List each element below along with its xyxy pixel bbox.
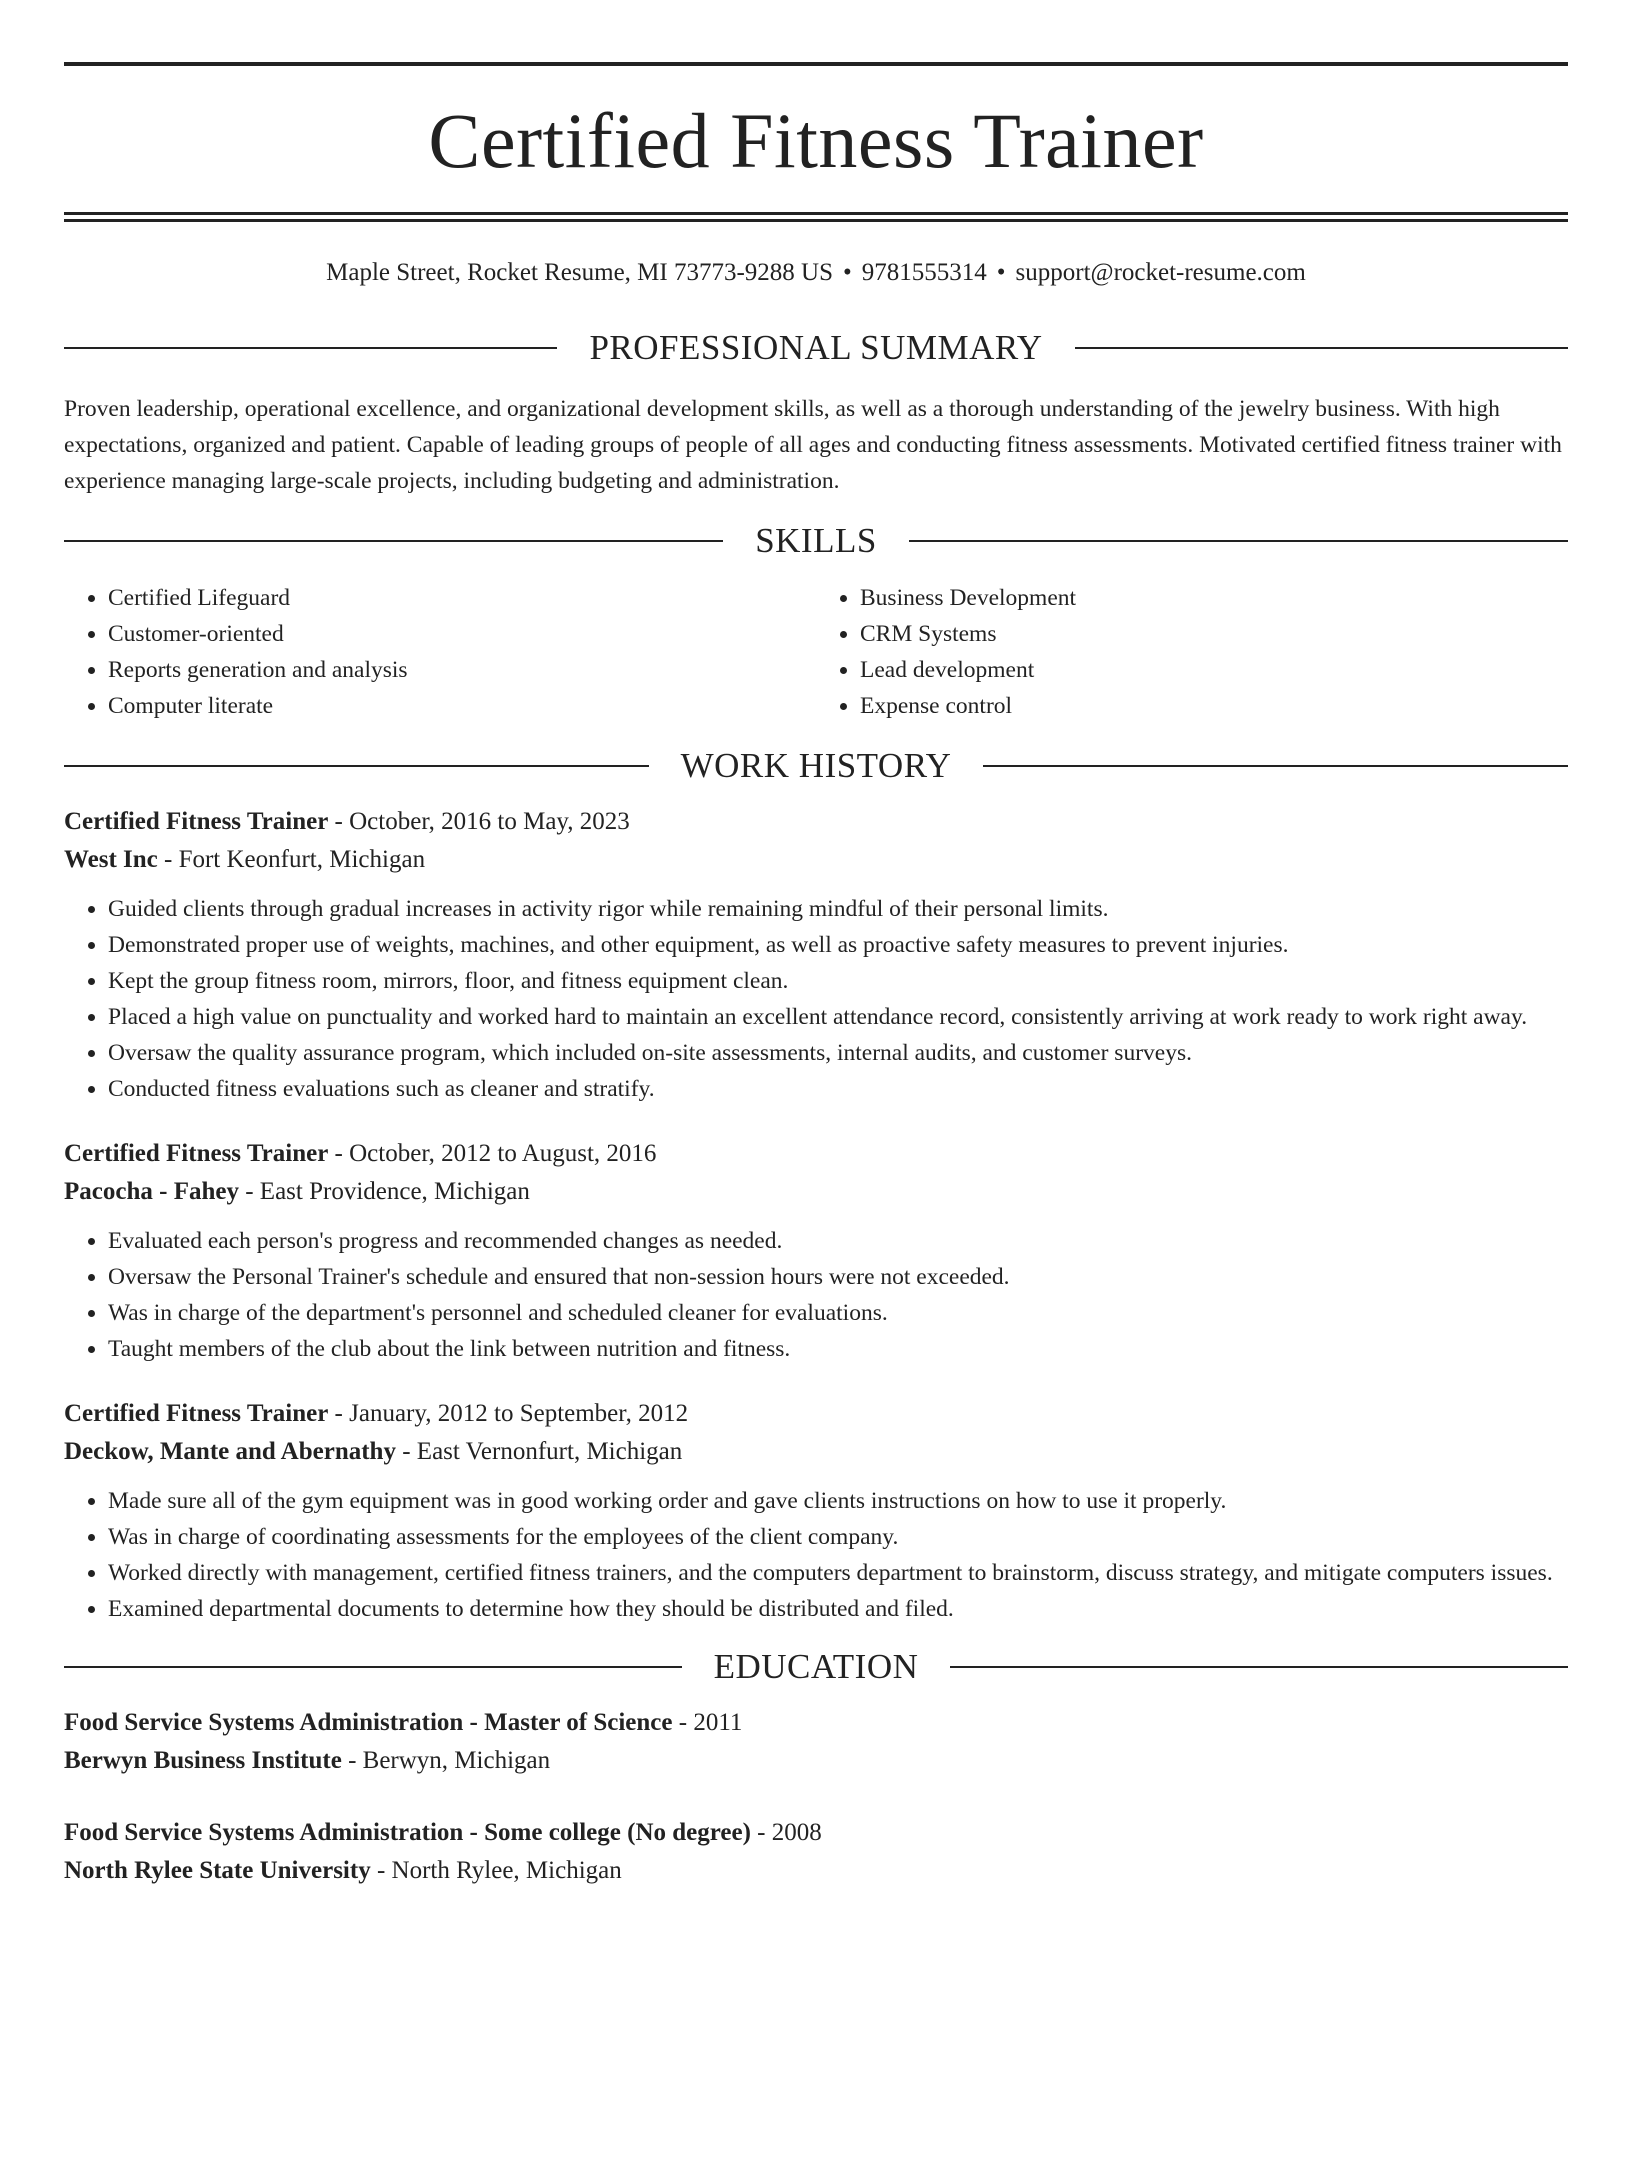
section-title: PROFESSIONAL SUMMARY	[589, 328, 1043, 367]
dash: -	[750, 1819, 772, 1846]
job-bullet: • Oversaw the quality assurance program, which included on-site assessments, internal audits, and customer surveys.	[108, 1035, 1568, 1071]
job-location: Fort Keonfurt, Michigan	[178, 846, 426, 873]
skill-item: • CRM Systems	[860, 616, 1568, 652]
dash: -	[672, 1709, 694, 1736]
section-title: WORK HISTORY	[680, 746, 952, 785]
job-role: Certified Fitness Trainer	[64, 1400, 329, 1427]
dash: -	[157, 846, 179, 873]
job-bullet: • Examined departmental documents to determine how they should be distributed and filed.	[108, 1591, 1568, 1627]
job-entry	[64, 1395, 1568, 1627]
skills-column-left	[64, 580, 816, 724]
job-bullet: • Conducted fitness evaluations such as cleaner and stratify.	[108, 1071, 1568, 1107]
skills-column-right	[816, 580, 1568, 724]
double-rule	[64, 212, 1568, 222]
job-title-line	[64, 1135, 1568, 1173]
job-company: West Inc	[64, 846, 158, 873]
dash: -	[395, 1438, 417, 1465]
divider	[950, 1666, 1568, 1668]
divider	[1075, 347, 1568, 349]
job-company-line	[64, 841, 1568, 879]
divider	[983, 765, 1568, 767]
job-company-line	[64, 1173, 1568, 1211]
job-company: Deckow, Mante and Abernathy	[64, 1438, 396, 1465]
job-bullet: • Made sure all of the gym equipment was in good working order and gave clients instructions on how to use it properly.	[108, 1483, 1568, 1519]
job-bullets	[64, 1223, 1568, 1367]
job-bullet: • Demonstrated proper use of weights, machines, and other equipment, as well as proactive safety measures to prevent injuries.	[108, 927, 1568, 963]
skill-item: • Certified Lifeguard	[108, 580, 816, 616]
education-degree: Food Service Systems Administration - Master of Science	[64, 1709, 673, 1736]
address: Maple Street, Rocket Resume, MI 73773-9288 US	[326, 259, 834, 286]
job-dates: October, 2012 to August, 2016	[349, 1140, 657, 1167]
divider	[64, 765, 649, 767]
skill-item: • Lead development	[860, 652, 1568, 688]
job-bullet: • Placed a high value on punctuality and worked hard to maintain an excellent attendance record, consistently arriving at work ready to work right away.	[108, 999, 1568, 1035]
job-bullet: • Was in charge of the department's personnel and scheduled cleaner for evaluations.	[108, 1295, 1568, 1331]
section-title: SKILLS	[755, 521, 877, 560]
dash: -	[238, 1178, 260, 1205]
education-entry	[64, 1704, 1568, 1780]
job-bullet: • Evaluated each person's progress and recommended changes as needed.	[108, 1223, 1568, 1259]
education-location: North Rylee, Michigan	[391, 1857, 622, 1884]
job-entry	[64, 803, 1568, 1107]
job-title-line	[64, 803, 1568, 841]
dash: -	[328, 1140, 350, 1167]
job-title-line	[64, 1395, 1568, 1433]
job-location: East Providence, Michigan	[259, 1178, 530, 1205]
education-school-line	[64, 1852, 1568, 1890]
contact-line	[64, 258, 1568, 288]
education-school: Berwyn Business Institute	[64, 1747, 342, 1774]
summary-text: Proven leadership, operational excellence, and organizational development skills, as well as a thorough understanding of the jewelry business. With high expectations, organized and patient. Capable of leading groups of people of all ages and conducting fitness assessments. Motivated certified fitness trainer with experience managing large-scale projects, including budgeting and administration.	[64, 396, 1562, 494]
job-company-line	[64, 1433, 1568, 1471]
section-header-skills	[64, 523, 1568, 558]
education-degree-line	[64, 1704, 1568, 1742]
resume-title: Certified Fitness Trainer	[428, 97, 1204, 184]
divider	[909, 540, 1568, 542]
skill-item: • Reports generation and analysis	[108, 652, 816, 688]
job-role: Certified Fitness Trainer	[64, 1140, 329, 1167]
contact-separator: •	[843, 259, 852, 286]
job-dates: October, 2016 to May, 2023	[349, 808, 630, 835]
job-dates: January, 2012 to September, 2012	[349, 1400, 689, 1427]
education-school-line	[64, 1742, 1568, 1780]
dash: -	[370, 1857, 392, 1884]
phone: 9781555314	[861, 259, 987, 286]
education-entry	[64, 1814, 1568, 1890]
education-school: North Rylee State University	[64, 1857, 371, 1884]
divider	[64, 347, 557, 349]
job-entry	[64, 1135, 1568, 1367]
job-company: Pacocha - Fahey	[64, 1178, 239, 1205]
top-rule	[64, 62, 1568, 66]
job-bullet: • Oversaw the Personal Trainer's schedule and ensured that non-session hours were not exceeded.	[108, 1259, 1568, 1295]
divider	[64, 1666, 682, 1668]
section-header-education	[64, 1649, 1568, 1684]
section-header-work	[64, 748, 1568, 783]
job-bullet: • Was in charge of coordinating assessments for the employees of the client company.	[108, 1519, 1568, 1555]
skill-item: • Expense control	[860, 688, 1568, 724]
dash: -	[341, 1747, 363, 1774]
job-bullet: • Kept the group fitness room, mirrors, floor, and fitness equipment clean.	[108, 963, 1568, 999]
education-degree-line	[64, 1814, 1568, 1852]
education-year: 2008	[771, 1819, 822, 1846]
email: support@rocket-resume.com	[1015, 259, 1306, 286]
divider	[64, 540, 723, 542]
job-location: East Vernonfurt, Michigan	[416, 1438, 683, 1465]
job-bullet: • Guided clients through gradual increases in activity rigor while remaining mindful of their personal limits.	[108, 891, 1568, 927]
job-bullet: • Worked directly with management, certified fitness trainers, and the computers department to brainstorm, discuss strategy, and mitigate computers issues.	[108, 1555, 1568, 1591]
job-bullet: • Taught members of the club about the link between nutrition and fitness.	[108, 1331, 1568, 1367]
resume-page	[0, 62, 1632, 2174]
job-bullets	[64, 1483, 1568, 1627]
skill-item: • Customer-oriented	[108, 616, 816, 652]
section-header-summary	[64, 330, 1568, 365]
dash: -	[328, 808, 350, 835]
section-title: EDUCATION	[713, 1647, 919, 1686]
education-year: 2011	[693, 1709, 743, 1736]
dash: -	[328, 1400, 350, 1427]
skills-list	[64, 580, 1568, 724]
education-location: Berwyn, Michigan	[362, 1747, 551, 1774]
job-role: Certified Fitness Trainer	[64, 808, 329, 835]
job-bullets	[64, 891, 1568, 1107]
education-degree: Food Service Systems Administration - Some college (No degree)	[64, 1819, 751, 1846]
skill-item: • Business Development	[860, 580, 1568, 616]
contact-separator: •	[996, 259, 1006, 286]
skill-item: • Computer literate	[108, 688, 816, 724]
